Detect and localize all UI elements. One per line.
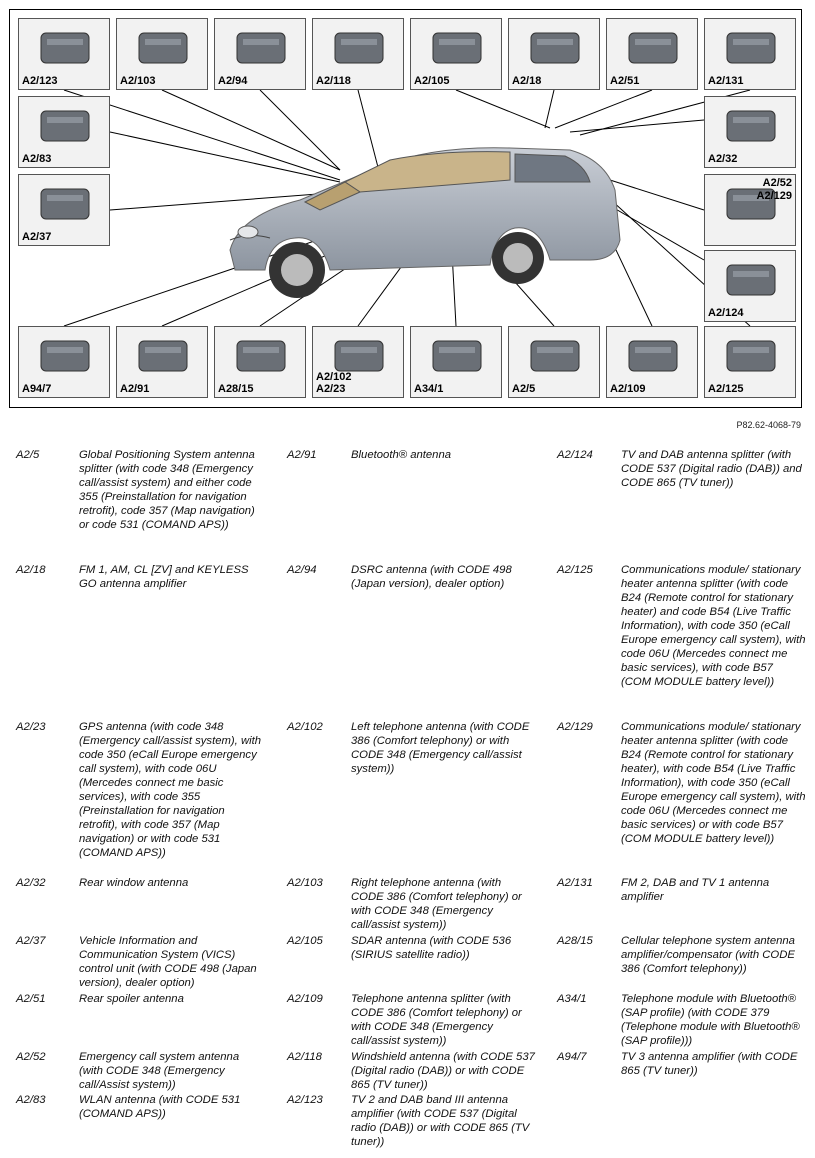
- legend-description: TV and DAB antenna splitter (with CODE 537 (Digital radio (DAB)) and CODE 865 (TV tuner)): [621, 449, 802, 489]
- legend-code: A2/23: [16, 721, 46, 733]
- component-label: A34/1: [414, 383, 444, 395]
- component-label: A2/91: [120, 383, 150, 395]
- legend-description: GPS antenna (with code 348 (Emergency call/assist system), with code 350 (eCall Europe emergency call system), with code 06U (Mercedes connect me basic services), with code 355 (Preinstallation for navigation retrofit), with code 357 (Map navigation) or with code 531 (COMAND APS)): [79, 721, 262, 859]
- legend-code: A2/18: [16, 564, 46, 576]
- component-label: A2/123: [22, 75, 58, 87]
- antenna-location-figure: [9, 9, 802, 408]
- legend-code: A2/125: [557, 564, 593, 576]
- legend-code: A2/105: [287, 935, 323, 947]
- component-label: A2/103: [120, 75, 156, 87]
- component-label: A2/83: [22, 153, 52, 165]
- legend-code: A2/83: [16, 1094, 46, 1106]
- thumb-a2-32: [704, 96, 796, 168]
- figure-reference: P82.62-4068-79: [736, 420, 801, 430]
- thumb-a2-118: [312, 18, 404, 90]
- legend-description: Right telephone antenna (with CODE 386 (Comfort telephony) or with CODE 348 (Emergency call/assist system)): [351, 877, 522, 931]
- component-label: A2/51: [610, 75, 640, 87]
- thumb-a2-37: [18, 174, 110, 246]
- legend-description: Windshield antenna (with CODE 537 (Digital radio (DAB)) or with CODE 865 (TV tuner)): [351, 1051, 535, 1091]
- legend-description: TV 2 and DAB band III antenna amplifier (with CODE 537 (Digital radio (DAB)) or with CODE 865 (TV tuner)): [351, 1094, 530, 1148]
- legend-code: A28/15: [557, 935, 593, 947]
- legend-description: Telephone antenna splitter (with CODE 386 (Comfort telephony) or with CODE 348 (Emergency call/assist system)): [351, 993, 522, 1047]
- component-label: A2/109: [610, 383, 646, 395]
- legend-code: A94/7: [557, 1051, 587, 1063]
- component-label: A2/124: [708, 307, 744, 319]
- thumb-a2-124: [704, 250, 796, 322]
- legend-description: DSRC antenna (with CODE 498 (Japan version), dealer option): [351, 564, 512, 590]
- thumb-a34-1: [410, 326, 502, 398]
- legend-description: Rear window antenna: [79, 877, 189, 889]
- legend-code: A2/32: [16, 877, 46, 889]
- legend-description: Bluetooth® antenna: [351, 449, 452, 461]
- thumb-a2-125: [704, 326, 796, 398]
- thumb-a2-5: [508, 326, 600, 398]
- component-label: A2/131: [708, 75, 744, 87]
- component-label: A2/94: [218, 75, 248, 87]
- legend-description: WLAN antenna (with CODE 531 (COMAND APS)): [79, 1094, 241, 1120]
- component-label-secondary: A2/129: [756, 190, 792, 202]
- legend-description: Global Positioning System antenna splitter (with code 348 (Emergency call/assist system) and either code 355 (Preinstallation for navigation retrofit), code 357 (Map navigation) or code 531 (COMAND APS)): [79, 449, 255, 531]
- thumb-a2-51: [606, 18, 698, 90]
- legend-code: A2/37: [16, 935, 46, 947]
- legend-code: A2/52: [16, 1051, 46, 1063]
- legend-code: A2/94: [287, 564, 317, 576]
- legend-description: FM 2, DAB and TV 1 antenna amplifier: [621, 877, 770, 903]
- thumb-a28-15: [214, 326, 306, 398]
- legend-description: Vehicle Information and Communication System (VICS) control unit (with CODE 498 (Japan version), dealer option): [79, 935, 257, 989]
- component-label: A2/5: [512, 383, 536, 395]
- legend-code: A2/103: [287, 877, 323, 889]
- thumb-a2-102-23: [312, 326, 404, 398]
- component-label: A2/125: [708, 383, 744, 395]
- legend-description: Left telephone antenna (with CODE 386 (Comfort telephony) or with CODE 348 (Emergency call/assist system)): [351, 721, 530, 775]
- component-label: A2/52: [762, 177, 792, 189]
- thumb-a94-7: [18, 326, 110, 398]
- component-label: A2/118: [316, 75, 351, 87]
- legend-description: Cellular telephone system antenna amplifier/compensator (with CODE 386 (Comfort telephony)): [621, 935, 795, 975]
- thumb-a2-18: [508, 18, 600, 90]
- component-label: A2/18: [512, 75, 542, 87]
- legend-code: A2/51: [16, 993, 46, 1005]
- thumb-a2-109: [606, 326, 698, 398]
- car-illustration: [210, 120, 630, 330]
- component-label: A2/105: [414, 75, 450, 87]
- legend-description: Telephone module with Bluetooth® (SAP profile) (with CODE 379 (Telephone module with Bluetooth® (SAP profile))): [621, 993, 800, 1047]
- legend-code: A2/123: [287, 1094, 323, 1106]
- legend-description: SDAR antenna (with CODE 536 (SIRIUS satellite radio)): [351, 935, 512, 961]
- component-label: A28/15: [218, 383, 254, 395]
- legend-description: Communications module/ stationary heater antenna splitter (with code B24 (Remote control for stationary heater), with code B54 (Live Traffic Information), with code 350 (eCall Europe emergency call system), with code 06U (Mercedes connect me basic services) or with code B57 (COM MODULE battery level)): [621, 721, 806, 845]
- legend-code: A2/109: [287, 993, 323, 1005]
- legend-description: Emergency call system antenna (with CODE 348 (Emergency call/Assist system)): [79, 1051, 240, 1091]
- legend-code: A2/124: [557, 449, 593, 461]
- thumb-a2-131: [704, 18, 796, 90]
- legend-code: A2/118: [287, 1051, 322, 1063]
- component-label: A2/37: [22, 231, 52, 243]
- thumb-a2-94: [214, 18, 306, 90]
- thumb-a2-123: [18, 18, 110, 90]
- legend-code: A2/91: [287, 449, 317, 461]
- legend-description: FM 1, AM, CL [ZV] and KEYLESS GO antenna amplifier: [79, 564, 249, 590]
- component-label: A2/32: [708, 153, 738, 165]
- legend-description: Rear spoiler antenna: [79, 993, 184, 1005]
- thumb-a2-52-129: [704, 174, 796, 246]
- legend-description: TV 3 antenna amplifier (with CODE 865 (TV tuner)): [621, 1051, 798, 1077]
- thumb-a2-83: [18, 96, 110, 168]
- thumb-a2-105: [410, 18, 502, 90]
- legend-code: A2/129: [557, 721, 593, 733]
- thumb-a2-91: [116, 326, 208, 398]
- component-label: A2/102: [316, 371, 352, 383]
- legend-code: A34/1: [557, 993, 587, 1005]
- component-label: A94/7: [22, 383, 52, 395]
- legend-description: Communications module/ stationary heater antenna splitter (with code B24 (Remote control for stationary heater) and code B54 (Live Traffic Information), with code 350 (eCall Europe emergency call system), with code 06U (Mercedes connect me basic services), with code B57 (COM MODULE battery level)): [621, 564, 806, 688]
- legend-code: A2/131: [557, 877, 593, 889]
- component-label-secondary: A2/23: [316, 383, 346, 395]
- legend-code: A2/5: [16, 449, 40, 461]
- legend-code: A2/102: [287, 721, 323, 733]
- thumb-a2-103: [116, 18, 208, 90]
